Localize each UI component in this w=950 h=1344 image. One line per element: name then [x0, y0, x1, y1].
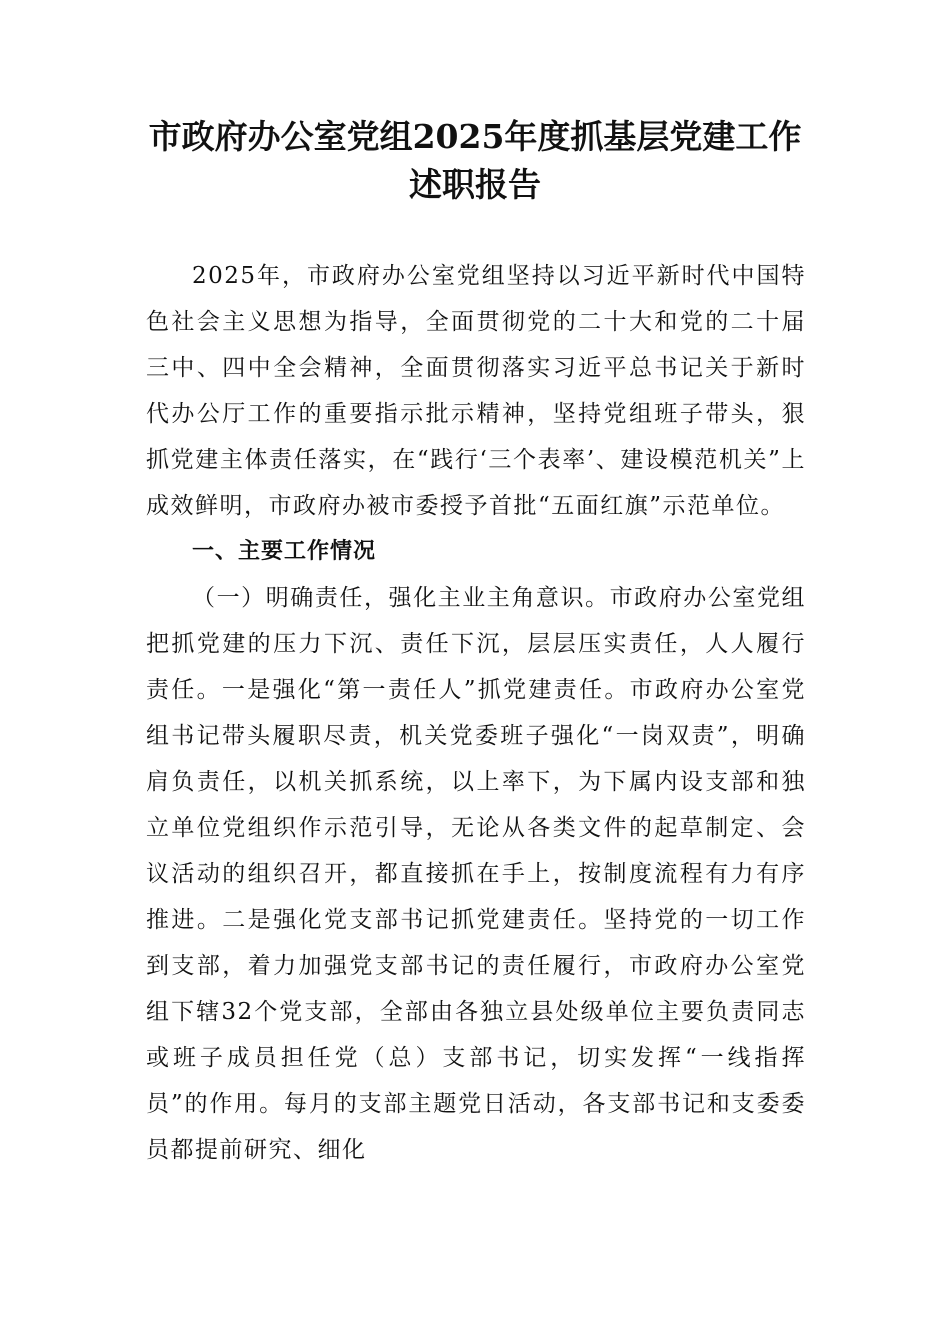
- subsection-body: 市政府办公室党组把抓党建的压力下沉、责任下沉，层层压实责任，人人履行责任。一是强化“第一责任人”抓党建责任。市政府办公室党组书记带头履职尽责，机关党委班子强化“一岗双责”，明确肩负责任，以机关抓系统，以上率下，为下属内设支部和独立单位党组织作示范引导，无论从各类文件的起草制定、会议活动的组织召开，都直接抓在手上，按制度流程有力有序推进。二是强化党支部书记抓党建责任。坚持党的一切工作到支部，着力加强党支部书记的责任履行，市政府办公室党组下辖32个党支部，全部由各独立县处级单位主要负责同志或班子成员担任党（总）支部书记，切实发挥“一线指挥员”的作用。每月的支部主题党日活动，各支部书记和支委委员都提前研究、细化: [146, 585, 806, 1163]
- section-heading-main-work: 一、主要工作情况: [192, 539, 377, 564]
- subsection-lead: （一）明确责任，强化主业主角意识。: [192, 585, 610, 611]
- intro-paragraph: 2025年，市政府办公室党组坚持以习近平新时代中国特色社会主义思想为指导，全面贯彻党的二十大和党的二十届三中、四中全会精神，全面贯彻落实习近平总书记关于新时代办公厅工作的重要指示批示精神，坚持党组班子带头，狠抓党建主体责任落实，在“践行‘三个表率’、建设模范机关”上成效鲜明，市政府办被市委授予首批“五面红旗”示范单位。: [146, 263, 806, 519]
- subsection-paragraph-responsibility: [146, 575, 806, 1173]
- document-title: 市政府办公室党组2025年度抓基层党建工作述职报告: [148, 117, 802, 204]
- document-body: [146, 253, 806, 1173]
